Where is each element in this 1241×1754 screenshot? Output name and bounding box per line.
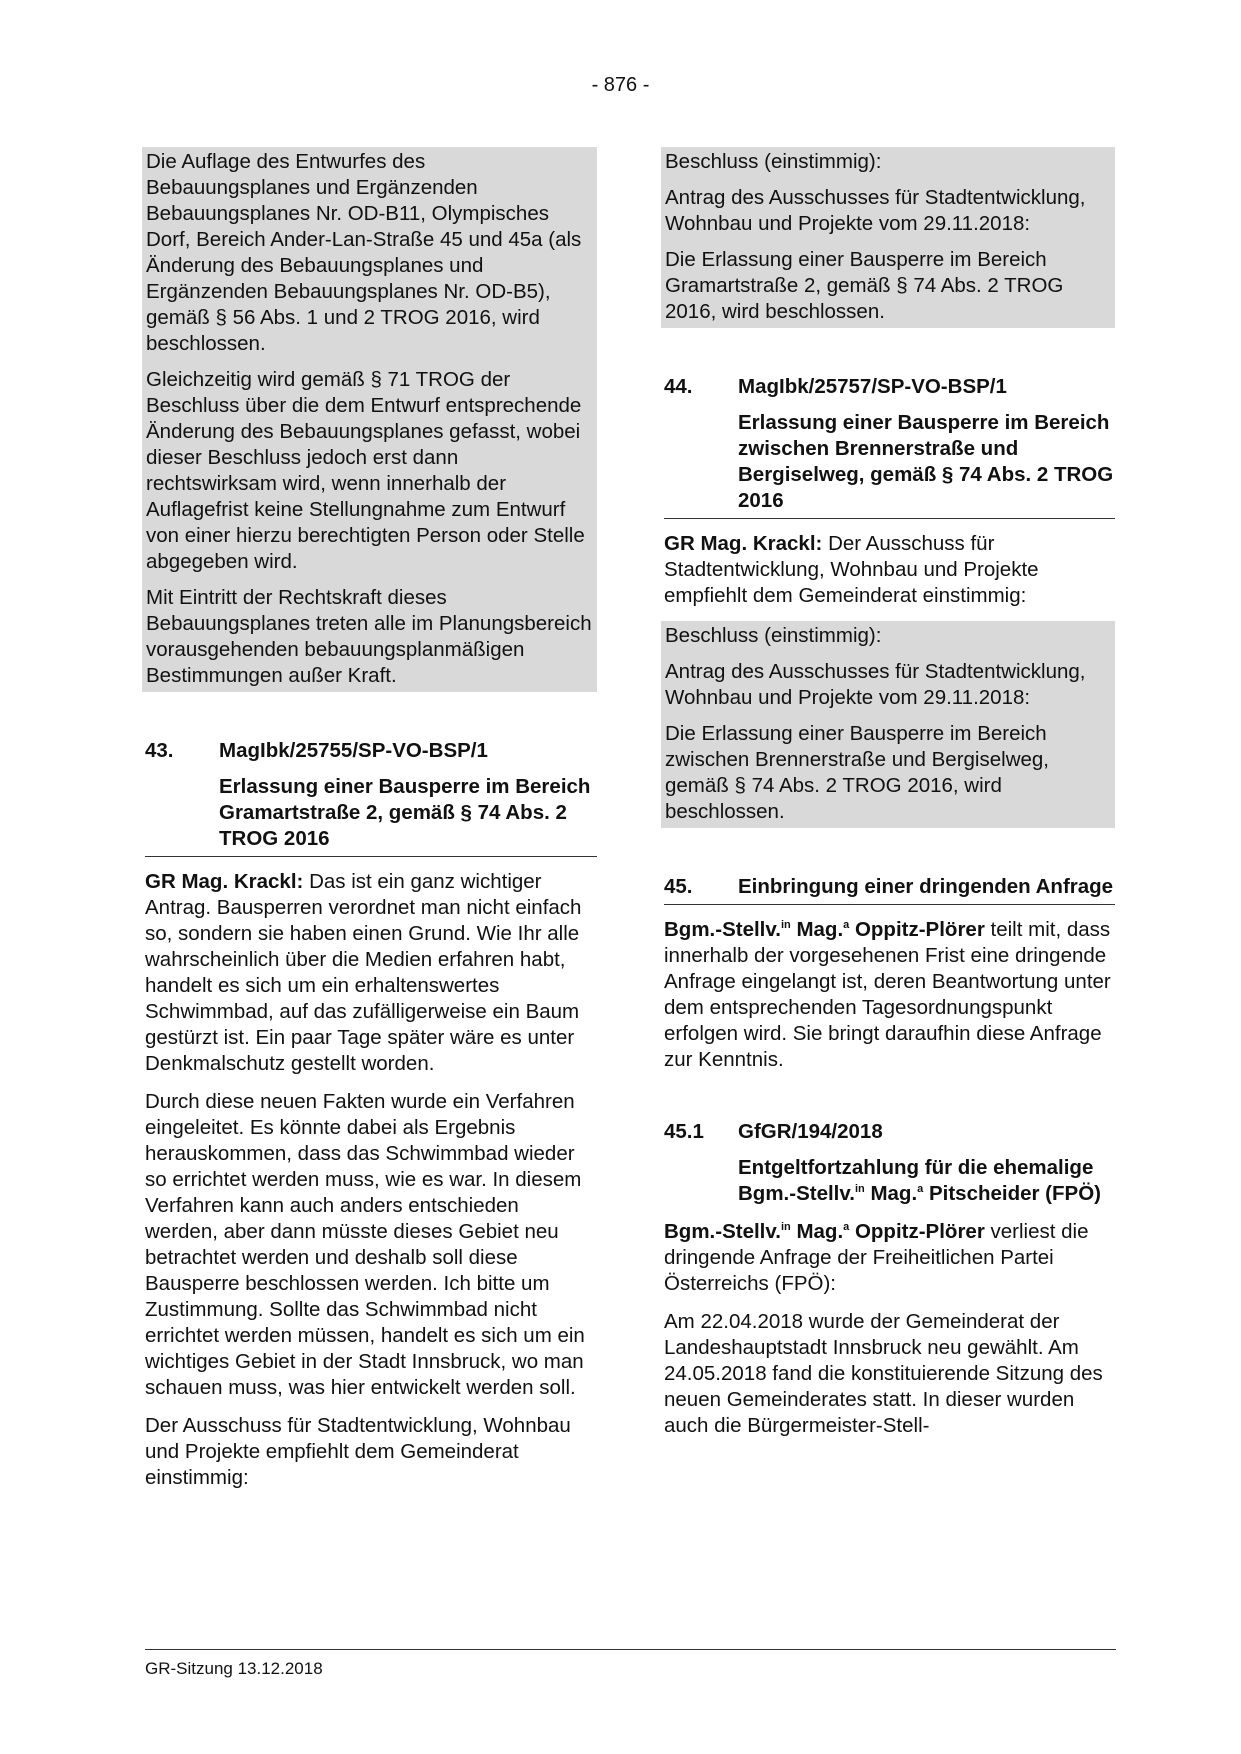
box-paragraph: Beschluss (einstimmig): — [665, 624, 882, 647]
page-number: - 876 - — [591, 74, 650, 96]
item-code: MagIbk/25755/SP-VO-BSP/1 — [219, 739, 488, 762]
item-number: 44. — [664, 375, 693, 398]
item-number: 43. — [145, 739, 174, 762]
speech-text: Das ist ein ganz wichtiger Antrag. Bausperren verordnet man nicht einfach so, sondern sie haben einen Grund. Wie Ihr alle wahrscheinlich über die Medien erfahren habt, handelt es sich um ein erhaltenswertes Schwimmbad, auf das zufälligerweise ein Baum gestürzt ist. Ein paar Tage später wäre es unter Denkmalschutz gestellt worden. — [145, 870, 582, 1075]
agenda-item-43 — [145, 738, 597, 857]
speech-text: teilt mit, dass innerhalb der vorgesehenen Frist eine dringende Anfrage eingelangt ist, deren Beantwortung unter dem entsprechenden Tagesordnungspunkt erfolgen wird. Sie bringt daraufhin diese Anfrage zur Kenntnis. — [664, 918, 1111, 1071]
item-code: MagIbk/25757/SP-VO-BSP/1 — [738, 375, 1007, 398]
item-code: GfGR/194/2018 — [738, 1120, 883, 1143]
speech-paragraph: Am 22.04.2018 wurde der Gemeinderat der Landeshauptstadt Innsbruck neu gewählt. Am 24.05.2018 fand die konstituierende Sitzung des neuen Gemeinderates statt. In dieser wurden auch die Bürgermeister-Stell- — [664, 1310, 1103, 1437]
item-title: Erlassung einer Bausperre im Bereich zwischen Brennerstraße und Bergiselweg, gemäß § 74 Abs. 2 TROG 2016 — [738, 411, 1114, 512]
resolution-box — [661, 147, 1115, 328]
left-column — [145, 147, 597, 1503]
agenda-item-44 — [664, 374, 1115, 519]
box-paragraph: Antrag des Ausschusses für Stadtentwicklung, Wohnbau und Projekte vom 29.11.2018: — [665, 186, 1086, 235]
speech-paragraph — [664, 917, 1115, 1073]
box-paragraph: Gleichzeitig wird gemäß § 71 TROG der Beschluss über die dem Entwurf entsprechende Änderung des Bebauungsplanes gefasst, wobei dieser Beschluss jedoch erst dann rechtswirksam wird, wenn innerhalb der Auflagefrist keine Stellungnahme zum Entwurf von einer hierzu berechtigten Person oder Stelle abgegeben wird. — [146, 368, 585, 573]
item-title: Einbringung einer dringenden Anfrage — [738, 875, 1114, 898]
agenda-item-45-1 — [664, 1119, 1115, 1207]
speaker-name: Bgm.-Stellv.$^{in}$ Mag.$^a$ Oppitz-Plörer — [664, 918, 985, 941]
box-paragraph: Die Erlassung einer Bausperre im Bereich zwischen Brennerstraße und Bergiselweg, gemäß § 74 Abs. 2 TROG 2016, wird beschlossen. — [665, 722, 1049, 823]
box-paragraph: Antrag des Ausschusses für Stadtentwicklung, Wohnbau und Projekte vom 29.11.2018: — [665, 660, 1086, 709]
speech-paragraph — [664, 531, 1115, 609]
right-column — [664, 147, 1115, 1451]
resolution-box — [142, 147, 597, 692]
box-paragraph: Die Auflage des Entwurfes des Bebauungsplanes und Ergänzenden Bebauungsplanes Nr. OD-B11, Olympisches Dorf, Bereich Ander-Lan-Straße 45 und 45a (als Änderung des Bebauungsplanes und Ergänzenden Bebauungsplanes Nr. OD-B5), gemäß § 56 Abs. 1 und 2 TROG 2016, wird beschlossen. — [146, 150, 582, 355]
speaker-name: GR Mag. Krackl: — [145, 870, 304, 893]
agenda-item-45 — [664, 874, 1115, 905]
item-number: 45. — [664, 875, 693, 898]
footer-text: GR-Sitzung 13.12.2018 — [145, 1659, 323, 1678]
item-number: 45.1 — [664, 1120, 704, 1143]
item-title: Erlassung einer Bausperre im Bereich Gramartstraße 2, gemäß § 74 Abs. 2 TROG 2016 — [219, 775, 591, 850]
footer-divider — [145, 1649, 1116, 1650]
box-paragraph: Mit Eintritt der Rechtskraft dieses Bebauungsplanes treten alle im Planungsbereich vorausgehenden bebauungsplanmäßigen Bestimmungen außer Kraft. — [146, 586, 592, 687]
speech-text: verliest die dringende Anfrage der Freiheitlichen Partei Österreichs (FPÖ): — [664, 1220, 1089, 1295]
speech-paragraph — [145, 869, 597, 1077]
box-paragraph: Die Erlassung einer Bausperre im Bereich Gramartstraße 2, gemäß § 74 Abs. 2 TROG 2016, wird beschlossen. — [665, 248, 1064, 323]
speaker-name: GR Mag. Krackl: — [664, 532, 823, 555]
speech-text: Der Ausschuss für Stadtentwicklung, Wohnbau und Projekte empfiehlt dem Gemeinderat einstimmig: — [664, 532, 1039, 607]
box-paragraph: Beschluss (einstimmig): — [665, 150, 882, 173]
speech-paragraph: Durch diese neuen Fakten wurde ein Verfahren eingeleitet. Es könnte dabei als Ergebnis herauskommen, dass das Schwimmbad wieder so errichtet werden muss, wie es war. In diesem Verfahren kann auch anders entschieden werden, aber dann müsste dieses Gebiet neu betrachtet werden und deshalb soll diese Bausperre beschlossen werden. Ich bitte um Zustimmung. Sollte das Schwimmbad nicht errichtet werden müssen, handelt es sich um ein wichtiges Gebiet in der Stadt Innsbruck, wo man schauen muss, was hier entwickelt werden soll. — [145, 1090, 585, 1399]
speech-paragraph: Der Ausschuss für Stadtentwicklung, Wohnbau und Projekte empfiehlt dem Gemeinderat einstimmig: — [145, 1414, 571, 1489]
item-title: Entgeltfortzahlung für die ehemalige Bgm.-Stellv.$^{in}$ Mag.$^a$ Pitscheider (FPÖ) — [738, 1156, 1101, 1205]
speech-paragraph — [664, 1219, 1115, 1297]
speaker-name: Bgm.-Stellv.$^{in}$ Mag.$^a$ Oppitz-Plörer — [664, 1220, 985, 1243]
resolution-box — [661, 621, 1115, 828]
